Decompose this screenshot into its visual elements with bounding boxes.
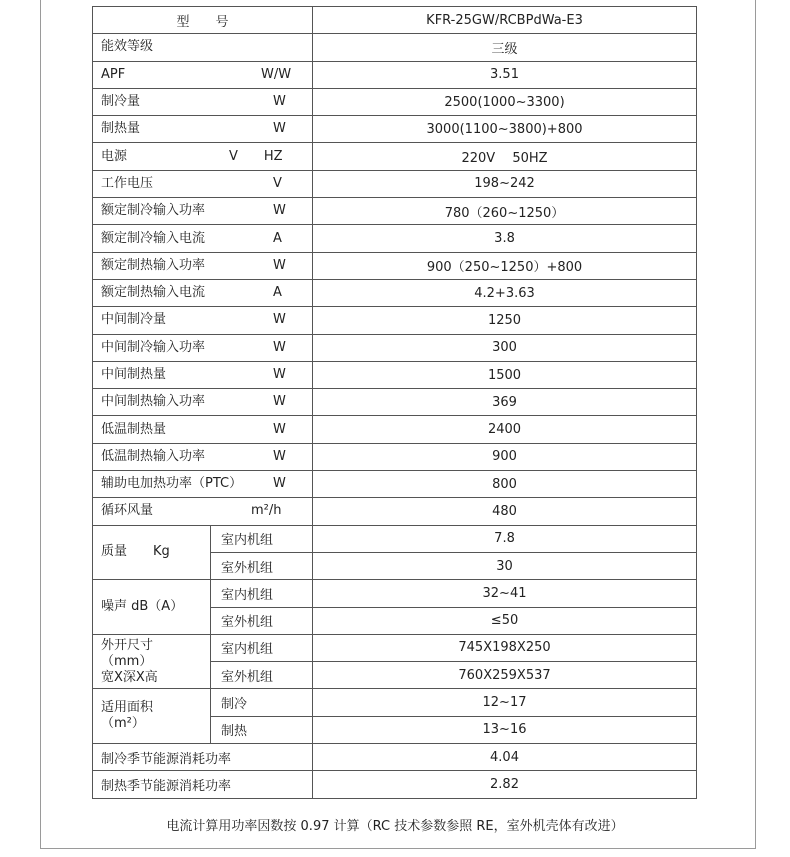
table-row: [93, 307, 697, 334]
param-label-cell: [93, 498, 313, 525]
sub-label: 室内机组: [211, 634, 313, 661]
param-unit: m²/h: [251, 503, 282, 519]
table-row: [93, 689, 697, 716]
param-value: 900: [313, 443, 697, 470]
param-unit: W/W: [261, 66, 292, 82]
table-row: [93, 170, 697, 197]
param-value: 1500: [313, 361, 697, 388]
param-label-cell: [93, 225, 313, 252]
param-unit: W: [273, 367, 286, 382]
sub-label: 室外机组: [211, 607, 313, 634]
param-name: 额定制热输入电流: [101, 285, 206, 301]
table-row: [93, 34, 697, 61]
table-row: [93, 116, 697, 143]
param-name: 中间制热量: [101, 367, 167, 382]
param-value: 220V 50HZ: [313, 143, 697, 170]
table-row: [93, 252, 697, 279]
param-unit: W: [273, 448, 286, 464]
footnote: 电流计算用功率因数按 0.97 计算（RC 技术参数参照 RE，室外机壳体有改进）: [166, 819, 624, 834]
param-value: 800: [313, 471, 697, 498]
table-row: [93, 771, 697, 798]
param-name: 制热量: [101, 121, 141, 137]
param-label-cell: [93, 143, 313, 170]
param-unit: V HZ: [229, 148, 283, 164]
param-name: 工作电压: [101, 175, 154, 191]
param-label-cell: [93, 416, 313, 443]
param-label-cell: [93, 170, 313, 197]
table-row: [93, 198, 697, 225]
param-label-cell: [93, 443, 313, 470]
table-row: [93, 225, 697, 252]
param-value: 198~242: [313, 170, 697, 197]
param-name: 制冷季节能源消耗功率: [93, 744, 313, 771]
param-name: 中间制冷输入功率: [101, 339, 206, 355]
param-name: 中间制冷量: [101, 312, 167, 328]
param-value: 2500(1000~3300): [313, 88, 697, 115]
param-name: 能效等级: [101, 39, 154, 55]
table-row: [93, 61, 697, 88]
param-name: 电源: [101, 148, 128, 164]
param-value: 3000(1100~3800)+800: [313, 116, 697, 143]
table-row: [93, 88, 697, 115]
param-unit: W: [273, 394, 286, 410]
param-label-cell: [93, 198, 313, 225]
group-label: 适用面积 （m²）: [93, 689, 211, 744]
param-unit: W: [273, 121, 286, 137]
table-row: [93, 143, 697, 170]
param-unit: W: [273, 94, 286, 110]
param-value: 1250: [313, 307, 697, 334]
table-row: [93, 634, 697, 661]
param-label-cell: [93, 389, 313, 416]
sub-label: 制冷: [211, 689, 313, 716]
sub-value: ≤50: [313, 607, 697, 634]
sub-value: 32~41: [313, 580, 697, 607]
param-label-cell: [93, 252, 313, 279]
param-name: 循环风量: [101, 503, 154, 519]
table-header-row: [93, 7, 697, 34]
model-label: 型 号: [93, 7, 313, 34]
param-value: 300: [313, 334, 697, 361]
param-name: 额定制冷输入功率: [101, 203, 206, 219]
table-row: [93, 744, 697, 771]
param-unit: W: [273, 257, 286, 273]
sub-value: 7.8: [313, 525, 697, 552]
param-label-cell: [93, 471, 313, 498]
model-value: KFR-25GW/RCBPdWa-E3: [313, 7, 697, 34]
sub-label: 室外机组: [211, 552, 313, 579]
param-value: 2400: [313, 416, 697, 443]
param-name: 低温制热输入功率: [101, 448, 206, 464]
param-name: 中间制热输入功率: [101, 394, 206, 410]
param-value: 900（250~1250）+800: [313, 252, 697, 279]
group-label: 噪声 dB（A）: [93, 580, 211, 635]
table-row: [93, 416, 697, 443]
param-name: 制热季节能源消耗功率: [93, 771, 313, 798]
table-row: [93, 471, 697, 498]
param-label-cell: [93, 61, 313, 88]
sub-label: 室外机组: [211, 662, 313, 689]
param-value: 3.8: [313, 225, 697, 252]
table-row: [93, 279, 697, 306]
table-row: [93, 361, 697, 388]
sub-value: 30: [313, 552, 697, 579]
param-value: 3.51: [313, 61, 697, 88]
param-label-cell: [93, 307, 313, 334]
param-name: 制冷量: [101, 94, 141, 110]
param-value: 4.04: [313, 744, 697, 771]
param-name: 辅助电加热功率（PTC）: [101, 476, 243, 492]
table-row: [93, 498, 697, 525]
group-label: 质量 Kg: [93, 525, 211, 580]
param-name: APF: [101, 66, 126, 82]
param-unit: W: [273, 203, 286, 219]
table-row: [93, 334, 697, 361]
sub-label: 制热: [211, 716, 313, 743]
param-unit: A: [273, 285, 282, 301]
param-label-cell: [93, 34, 313, 61]
param-unit: W: [273, 312, 286, 328]
param-value: 4.2+3.63: [313, 279, 697, 306]
group-label: 外开尺寸（mm） 宽X深X高: [93, 634, 211, 689]
param-unit: W: [273, 339, 286, 355]
param-value: 2.82: [313, 771, 697, 798]
param-unit: A: [273, 230, 282, 246]
table-row: [93, 580, 697, 607]
sub-value: 12~17: [313, 689, 697, 716]
param-value: 780（260~1250）: [313, 198, 697, 225]
table-row: [93, 525, 697, 552]
param-value: 480: [313, 498, 697, 525]
param-value: 三级: [313, 34, 697, 61]
spec-table: [92, 6, 697, 799]
param-label-cell: [93, 361, 313, 388]
param-label-cell: [93, 279, 313, 306]
sub-value: 745X198X250: [313, 634, 697, 661]
param-name: 低温制热量: [101, 421, 167, 437]
sub-label: 室内机组: [211, 525, 313, 552]
sub-value: 760X259X537: [313, 662, 697, 689]
table-row: [93, 389, 697, 416]
param-name: 额定制热输入功率: [101, 257, 206, 273]
sub-value: 13~16: [313, 716, 697, 743]
param-unit: V: [273, 175, 282, 191]
param-label-cell: [93, 116, 313, 143]
sub-label: 室内机组: [211, 580, 313, 607]
param-unit: W: [273, 476, 286, 492]
param-label-cell: [93, 334, 313, 361]
param-value: 369: [313, 389, 697, 416]
param-name: 额定制冷输入电流: [101, 230, 206, 246]
param-label-cell: [93, 88, 313, 115]
table-row: [93, 443, 697, 470]
param-unit: W: [273, 421, 286, 437]
